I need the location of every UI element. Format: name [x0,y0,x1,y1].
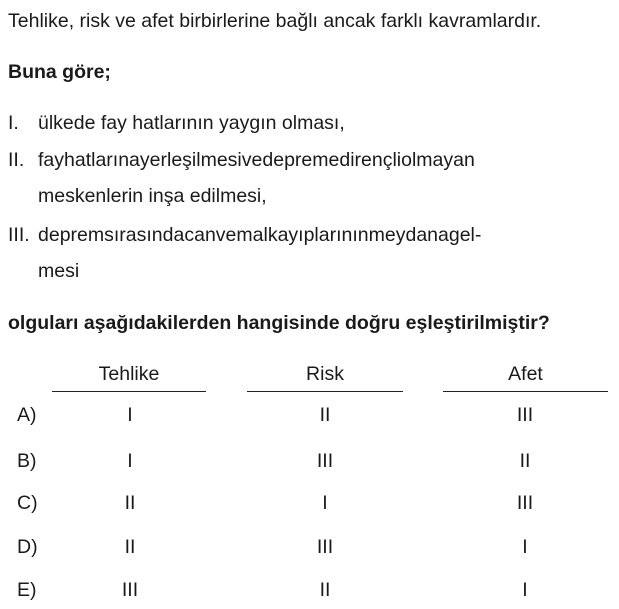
statement-word: fay [38,149,65,171]
option-cell-afet: I [522,579,528,601]
option-cell-tehlike: II [124,536,136,558]
statement-word: gel- [448,224,482,246]
option-letter[interactable]: E) [17,579,37,601]
option-cell-risk: II [319,579,331,601]
option-letter[interactable]: D) [17,536,38,558]
column-underline [247,391,403,392]
answer-option-row[interactable] [0,535,619,559]
option-cell-tehlike: I [127,450,133,472]
option-cell-afet: II [519,450,531,472]
answer-option-row[interactable] [0,491,619,515]
option-cell-tehlike: III [121,579,139,601]
option-cell-risk: I [322,492,328,514]
intro-text: Tehlike, risk ve afet birbirlerine bağlı ancak farklı kavramlardır. [8,10,542,32]
option-letter[interactable]: B) [17,450,37,472]
statement-number: III. [8,224,30,246]
answer-option-row[interactable] [0,449,619,473]
lead-text: Buna göre; [8,61,111,83]
column-header-risk: Risk [306,363,344,385]
statement-word: olmayan [401,149,475,171]
column-underline [443,391,608,392]
statement-word: ve [241,149,263,171]
answer-option-row[interactable] [0,403,619,427]
statement-word: sırasında [104,224,185,246]
question-text: olguları aşağıdakilerden hangisinde doğru eşleştirilmiştir? [8,312,550,334]
statement-word: ve [215,224,237,246]
column-underline [52,391,206,392]
option-letter[interactable]: C) [17,492,38,514]
option-letter[interactable]: A) [17,404,37,426]
statement-line: mesi [38,260,80,282]
statement-word: yerleşilmesi [139,149,242,171]
option-cell-tehlike: II [124,492,136,514]
statement-number: I. [8,112,19,134]
statement-word: deprem [38,224,105,246]
statement-word: kayıplarının [267,224,369,246]
option-cell-risk: II [319,404,331,426]
statement-word: dirençli [339,149,402,171]
option-cell-risk: III [316,536,334,558]
statement-number: II. [8,149,25,171]
statement-line: meskenlerin inşa edilmesi, [38,185,267,207]
statement-word: mal [236,224,268,246]
statement-line [38,148,612,172]
option-cell-tehlike: I [127,404,133,426]
option-cell-risk: III [316,450,334,472]
option-cell-afet: III [516,492,534,514]
statement-line [38,223,612,247]
column-header-tehlike: Tehlike [98,363,160,385]
answer-option-row[interactable] [0,578,619,602]
statement-line: ülkede fay hatlarının yaygın olması, [38,112,345,134]
column-header-afet: Afet [508,363,543,385]
statement-word: hatlarına [64,149,140,171]
statement-word: meydana [368,224,449,246]
option-cell-afet: I [522,536,528,558]
statement-word: depreme [262,149,340,171]
statement-word: can [184,224,216,246]
option-cell-afet: III [516,404,534,426]
